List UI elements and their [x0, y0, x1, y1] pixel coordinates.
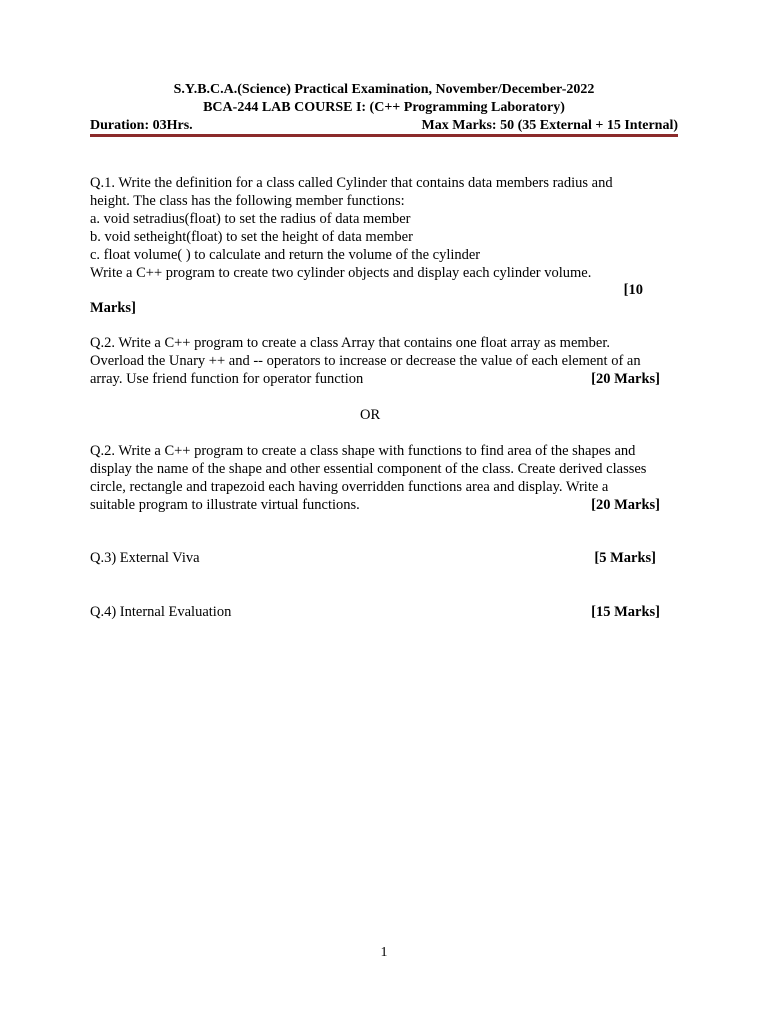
or-separator: OR — [360, 407, 381, 423]
course-title: BCA-244 LAB COURSE I: (C++ Programming Laboratory) — [203, 100, 565, 115]
q2b-line: display the name of the shape and other essential component of the class. Create derived classes — [90, 460, 647, 477]
q4-marks: [15 Marks] — [591, 604, 660, 620]
q3-marks: [5 Marks] — [594, 550, 656, 566]
header-rule — [90, 134, 678, 137]
duration-row — [90, 117, 678, 135]
q1-line: height. The class has the following member functions: — [90, 192, 405, 209]
q4-text: Q.4) Internal Evaluation — [90, 604, 232, 620]
q2b-last-line — [90, 497, 660, 515]
q2b-line: circle, rectangle and trapezoid each having overridden functions area and display. Write a — [90, 478, 609, 495]
question-2-option-a — [90, 335, 660, 389]
q2b-line: suitable program to illustrate virtual functions. — [90, 496, 360, 513]
q1-line: a. void setradius(float) to set the radius of data member — [90, 210, 411, 227]
q2a-line: Overload the Unary ++ and -- operators to increase or decrease the value of each element of an — [90, 352, 641, 369]
q1-marks-part1: [10 — [623, 282, 643, 299]
max-marks: Max Marks: 50 (35 External + 15 Internal) — [421, 118, 678, 133]
q1-line: b. void setheight(float) to set the height of data member — [90, 228, 413, 245]
q1-line: Q.1. Write the definition for a class called Cylinder that contains data members radius and — [90, 175, 613, 191]
q1-marks-part2: Marks] — [90, 300, 136, 317]
exam-title: S.Y.B.C.A.(Science) Practical Examination, November/December-2022 — [173, 82, 595, 97]
question-4 — [90, 603, 660, 621]
q2a-marks: [20 Marks] — [591, 370, 660, 387]
q3-text: Q.3) External Viva — [90, 550, 200, 566]
duration: Duration: 03Hrs. — [90, 118, 193, 133]
q2a-line: Q.2. Write a C++ program to create a class Array that contains one float array as member. — [90, 335, 610, 351]
q2b-marks: [20 Marks] — [591, 496, 660, 513]
q2a-line: array. Use friend function for operator function — [90, 370, 364, 387]
question-1 — [90, 175, 660, 318]
page-number: 1 — [380, 945, 388, 960]
q2a-last-line — [90, 371, 660, 389]
question-2-option-b — [90, 443, 660, 515]
q1-line: Write a C++ program to create two cylinder objects and display each cylinder volume. — [90, 264, 592, 281]
q2b-line: Q.2. Write a C++ program to create a class shape with functions to find area of the shapes and — [90, 443, 636, 459]
question-3 — [90, 549, 660, 567]
q1-line: c. float volume( ) to calculate and return the volume of the cylinder — [90, 246, 481, 263]
